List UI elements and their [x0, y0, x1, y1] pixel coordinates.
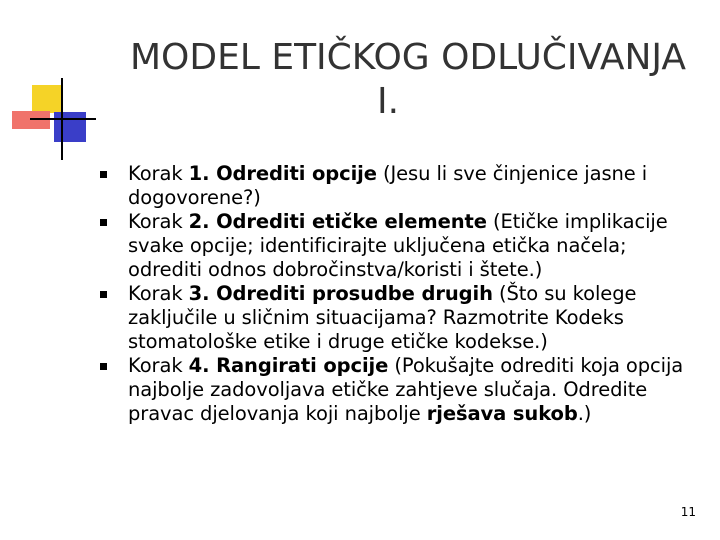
page-number: 11 — [680, 505, 696, 519]
step-bold: 2. Odrediti etičke elemente — [188, 210, 487, 233]
list-item-step-3 — [98, 282, 698, 354]
steps-list — [98, 162, 698, 426]
step-bold: 1. Odrediti opcije — [188, 162, 377, 185]
step-prefix: Korak — [128, 210, 189, 233]
list-item-step-4 — [98, 354, 698, 426]
bullet-square-icon — [100, 171, 107, 178]
step-text: (Jesu li sve činjenice jasne i dogovorene?) — [128, 162, 648, 209]
bullet-square-icon — [100, 363, 107, 370]
list-item-step-2 — [98, 210, 698, 282]
bullet-square-icon — [100, 291, 107, 298]
logo-blue-square — [54, 112, 86, 142]
step-text: (Etičke implikacije svake opcije; identificirajte uključena etička načela; odrediti odnos dobročinstva/koristi i štete.) — [128, 210, 668, 281]
slide-title — [98, 36, 718, 124]
decorative-logo-icon — [0, 0, 100, 170]
step-prefix: Korak — [128, 354, 189, 377]
step-bold: 4. Rangirati opcije — [188, 354, 389, 377]
step-prefix: Korak — [128, 162, 189, 185]
step-bold-2: rješava sukob — [426, 402, 578, 425]
list-item-step-1 — [98, 162, 698, 210]
title-line-1: MODEL ETIČKOG ODLUČIVANJA — [129, 37, 687, 78]
step-text: (Što su kolege zaključile u sličnim situacijama? Razmotrite Kodeks stomatološke etike i druge etičke kodekse.) — [128, 282, 637, 353]
logo-yellow-square — [32, 85, 62, 113]
step-prefix: Korak — [128, 282, 189, 305]
title-line-2: I. — [376, 81, 400, 122]
step-tail: .) — [577, 402, 592, 425]
step-bold: 3. Odrediti prosudbe drugih — [188, 282, 493, 305]
step-text: (Pokušajte odrediti koja opcija najbolje zadovoljava etičke zahtjeve slučaja. Odredite pravac djelovanja koji najbolje — [128, 354, 684, 425]
bullet-square-icon — [100, 219, 107, 226]
